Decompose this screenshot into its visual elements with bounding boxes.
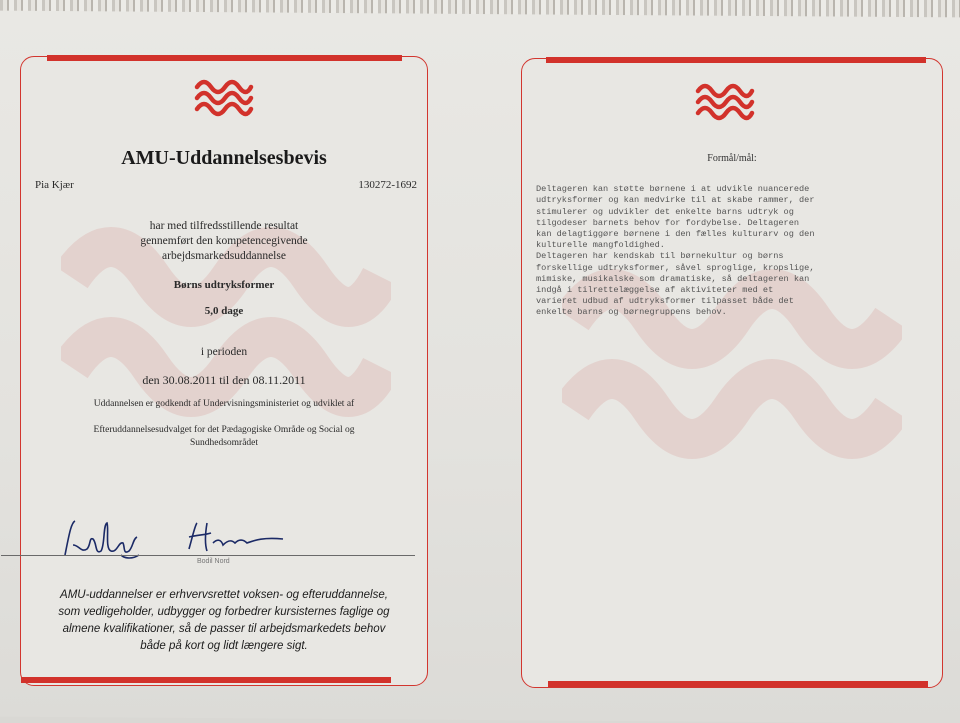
signer-name: Bodil Nord	[197, 558, 230, 565]
signature-line	[1, 555, 415, 556]
bottom-red-bar-right	[548, 681, 928, 687]
objectives-card	[521, 58, 943, 688]
approval-line: Uddannelsen er godkendt af Undervisningsministeriet og udviklet af	[93, 399, 355, 409]
top-red-bar-right	[546, 57, 926, 63]
body-line-1: har med tilfredsstillende resultat	[149, 220, 299, 232]
footer-line-2: som vedligeholder, udbygger og forbedrer kursisternes faglige og	[58, 606, 390, 618]
objectives-text	[536, 173, 814, 341]
footer-text	[21, 587, 427, 655]
committee-line-1: Efteruddannelsesudvalget for det Pædagogiske Område og Social og	[93, 425, 355, 435]
objective-line: tilgodeser barnets behov for fordybelse. Deltageren	[536, 217, 800, 228]
objective-line: enkelte barns og børnegruppens behov.	[536, 307, 727, 318]
amu-wave-logo-right-icon	[694, 77, 756, 127]
course-duration: 5,0 dage	[204, 305, 244, 317]
signature-right-icon	[183, 517, 293, 557]
footer-line-1: AMU-uddannelser er erhvervsrettet voksen- og efteruddannelse,	[60, 589, 388, 601]
committee-line-2: Sundhedsområdet	[189, 438, 259, 448]
body-line-2: gennemført den kompetencegivende	[140, 235, 308, 247]
objective-line: indgå i tilrettelæggelse af aktiviteter med et	[536, 285, 774, 296]
objective-line: udtryksformer og kan medvirke til at skabe rammer, der	[536, 195, 815, 206]
certificate-card	[20, 56, 428, 686]
certificate-title: AMU-Uddannelsesbevis	[121, 147, 327, 169]
top-red-bar	[47, 55, 402, 61]
course-name: Børns udtryksformer	[173, 279, 275, 291]
recipient-name: Pia Kjær	[35, 179, 74, 191]
objective-line: forskellige udtryksformer, såvel sproglige, kropslige,	[536, 262, 815, 273]
objectives-heading: Formål/mål:	[707, 153, 757, 164]
objective-line: kulturelle mangfoldighed.	[536, 240, 665, 251]
objective-line: mimiske, musikalske som dramatiske, så deltageren kan	[536, 273, 810, 284]
period-label: i perioden	[200, 346, 248, 358]
objective-line: Deltageren har kendskab til børnekultur og børns	[536, 251, 784, 262]
objective-line: stimulerer og udvikler det enkelte barns udtryk og	[536, 206, 794, 217]
footer-line-3: almene kvalifikationer, så de passer til arbejdsmarkedets behov	[62, 623, 386, 635]
objective-line: varieret udbud af udtryksformer tilpasset både det	[536, 296, 794, 307]
recipient-id-number: 130272-1692	[358, 179, 417, 191]
amu-wave-logo-icon	[193, 73, 255, 123]
objective-line: kan delagtiggøre børnene i den fælles kulturarv og den	[536, 229, 815, 240]
objective-line: Deltageren kan støtte børnene i at udvikle nuancerede	[536, 184, 810, 195]
bottom-red-bar	[21, 677, 391, 683]
body-line-3: arbejdsmarkedsuddannelse	[162, 250, 286, 262]
footer-line-4: både på kort og lidt længere sigt.	[140, 640, 308, 652]
period-dates: den 30.08.2011 til den 08.11.2011	[142, 373, 306, 387]
